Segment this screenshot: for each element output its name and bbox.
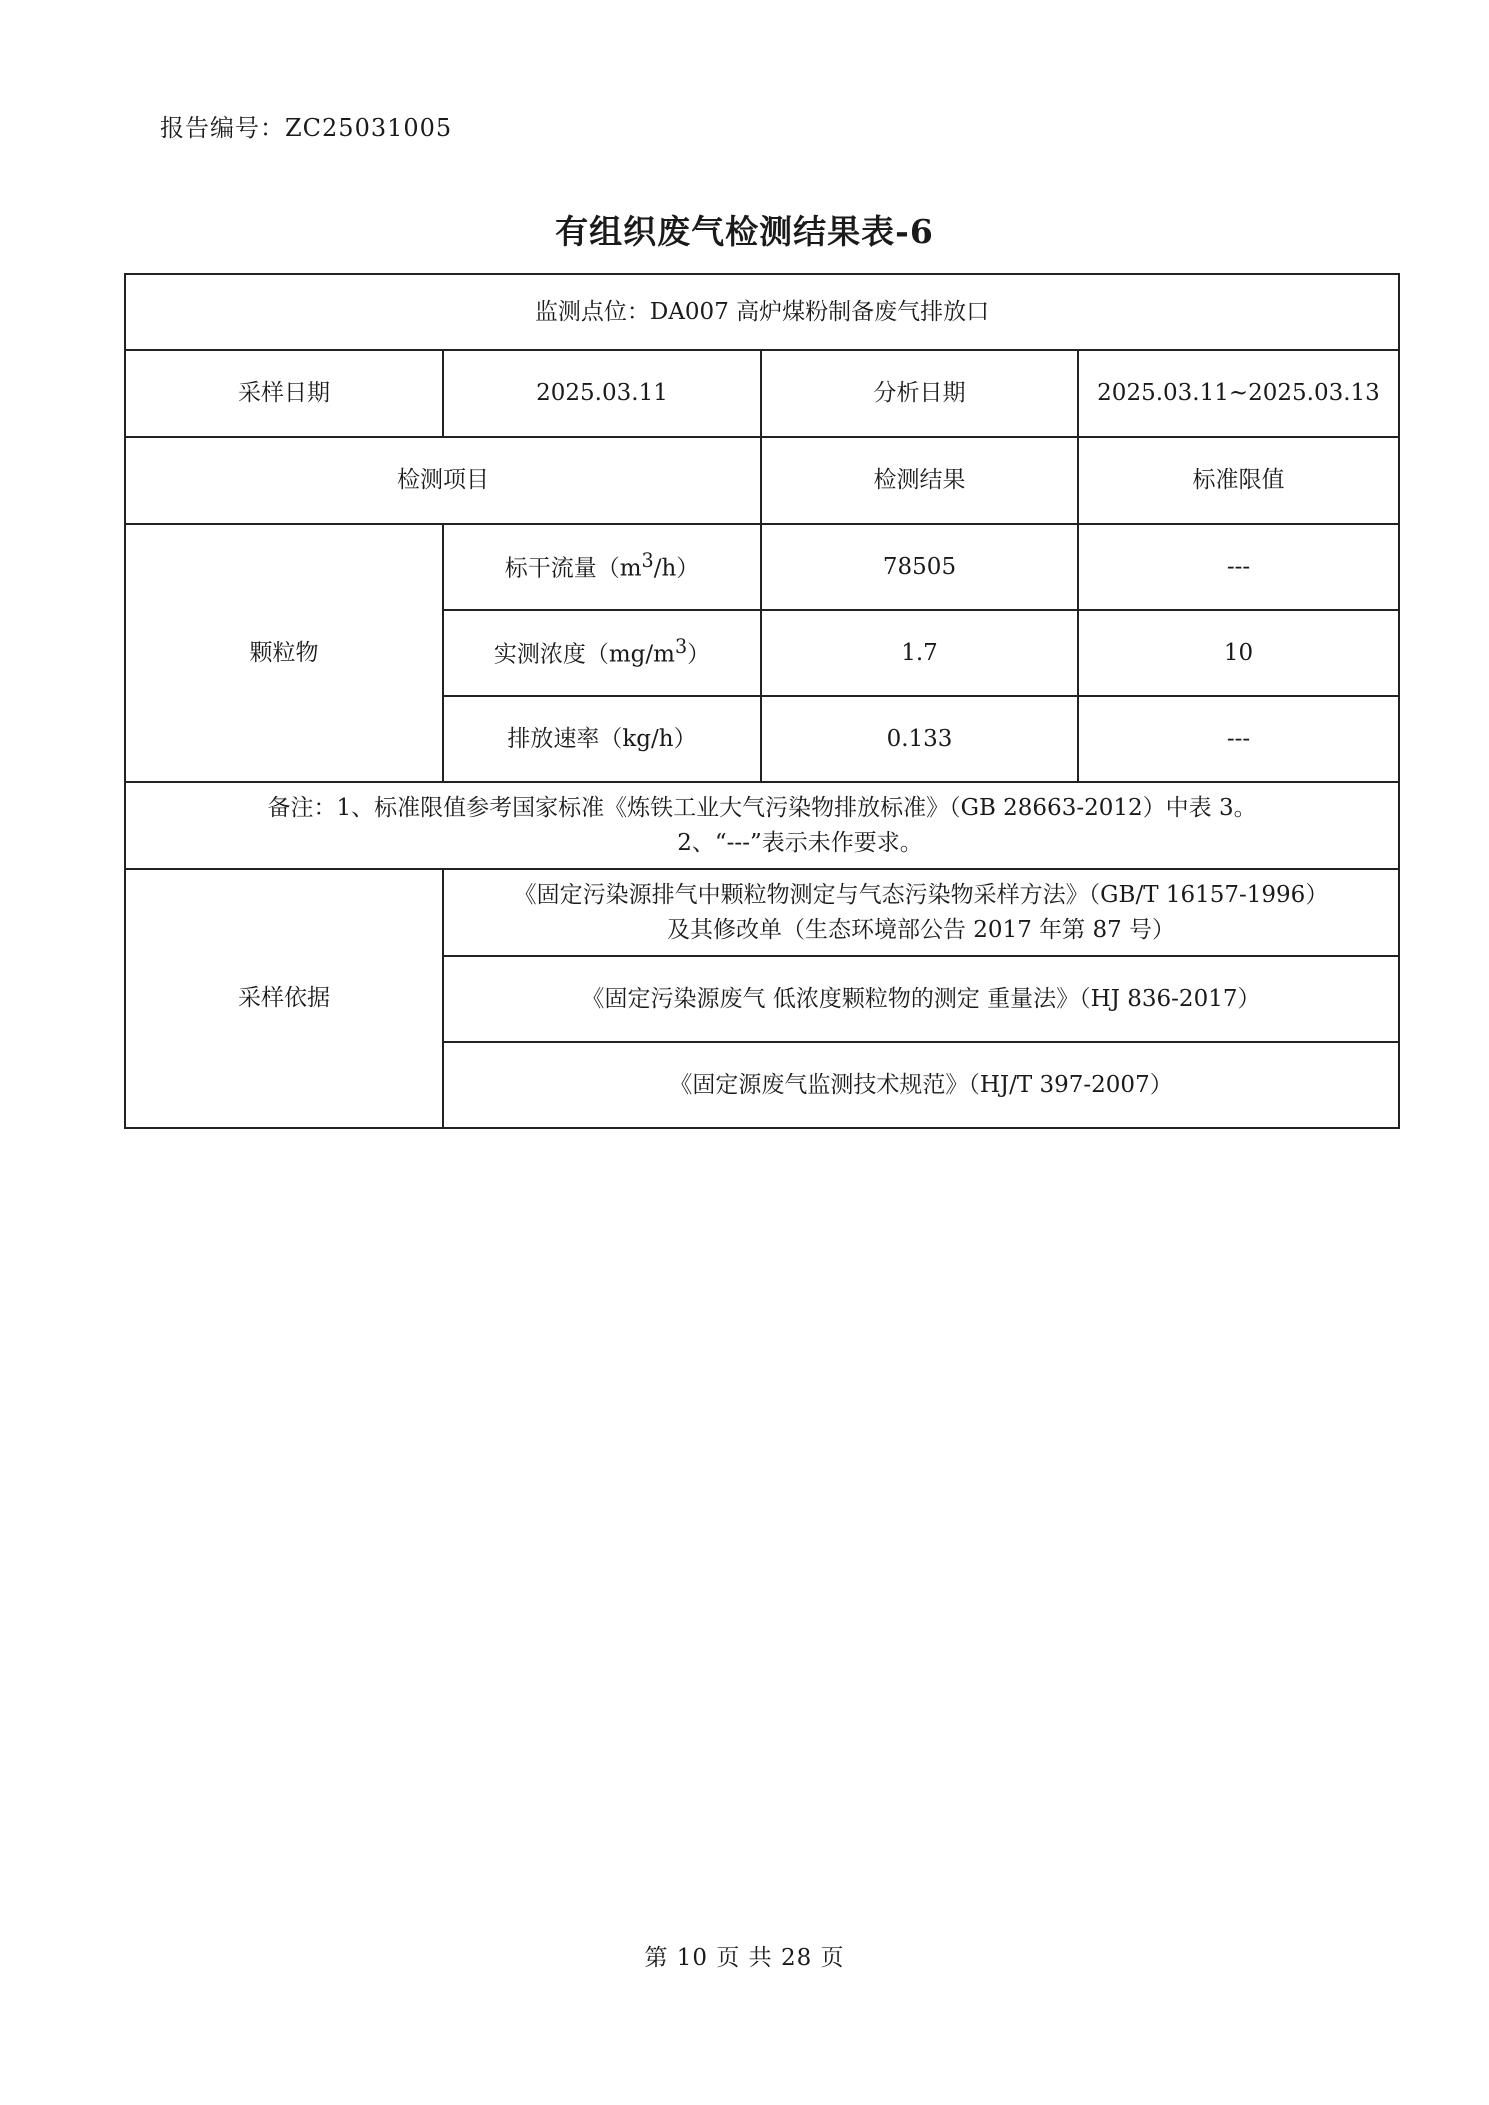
notes (125, 782, 1399, 869)
result-value: 0.133 (761, 696, 1078, 782)
table-row (125, 524, 1399, 610)
page-title: 有组织废气检测结果表-6 (555, 212, 934, 251)
column-header-result: 检测结果 (761, 437, 1078, 524)
parameter-name: 排放速率（kg/h） (443, 696, 761, 782)
column-header-limit: 标准限值 (1078, 437, 1399, 524)
sampling-date-label: 采样日期 (125, 350, 443, 437)
notes-row (125, 782, 1399, 869)
page-number: 第 10 页 共 28 页 (644, 1945, 845, 1971)
method-row (125, 869, 1399, 956)
result-value: 78505 (761, 524, 1078, 610)
result-value: 1.7 (761, 610, 1078, 696)
note-line-2: 2、“---”表示未作要求。 (677, 829, 923, 856)
parameter-name: 实测浓度$(mg/m^3)$ (443, 610, 761, 696)
sampling-method: 《固定污染源废气 低浓度颗粒物的测定 重量法》（HJ 836-2017） (443, 956, 1399, 1042)
parameter-name: 标干流量$(m^3/h)$ (443, 524, 761, 610)
dates-row (125, 350, 1399, 437)
sampling-date-value: 2025.03.11 (443, 350, 761, 437)
monitoring-site: 监测点位：DA007 高炉煤粉制备废气排放口 (125, 274, 1399, 350)
column-header-item: 检测项目 (125, 437, 761, 524)
analysis-date-value: 2025.03.11~2025.03.13 (1078, 350, 1399, 437)
sampling-method: 《固定源废气监测技术规范》（HJ/T 397-2007） (443, 1042, 1399, 1128)
analysis-date-label: 分析日期 (761, 350, 1078, 437)
report-number: 报告编号：ZC25031005 (160, 114, 453, 142)
column-header-row (125, 437, 1399, 524)
limit-value: --- (1078, 696, 1399, 782)
limit-value: --- (1078, 524, 1399, 610)
note-line-1: 备注：1、标准限值参考国家标准《炼铁工业大气污染物排放标准》（GB 28663-2012）中表 3。 (267, 795, 1257, 821)
sampling-basis-label: 采样依据 (125, 869, 443, 1128)
site-row (125, 274, 1399, 350)
limit-value: 10 (1078, 610, 1399, 696)
pollutant-name: 颗粒物 (125, 524, 443, 782)
results-table (124, 273, 1400, 1129)
sampling-method: 《固定污染源排气中颗粒物测定与气态污染物采样方法》（GB/T 16157-1996） 及其修改单（生态环境部公告 2017 年第 87 号） (443, 869, 1399, 956)
